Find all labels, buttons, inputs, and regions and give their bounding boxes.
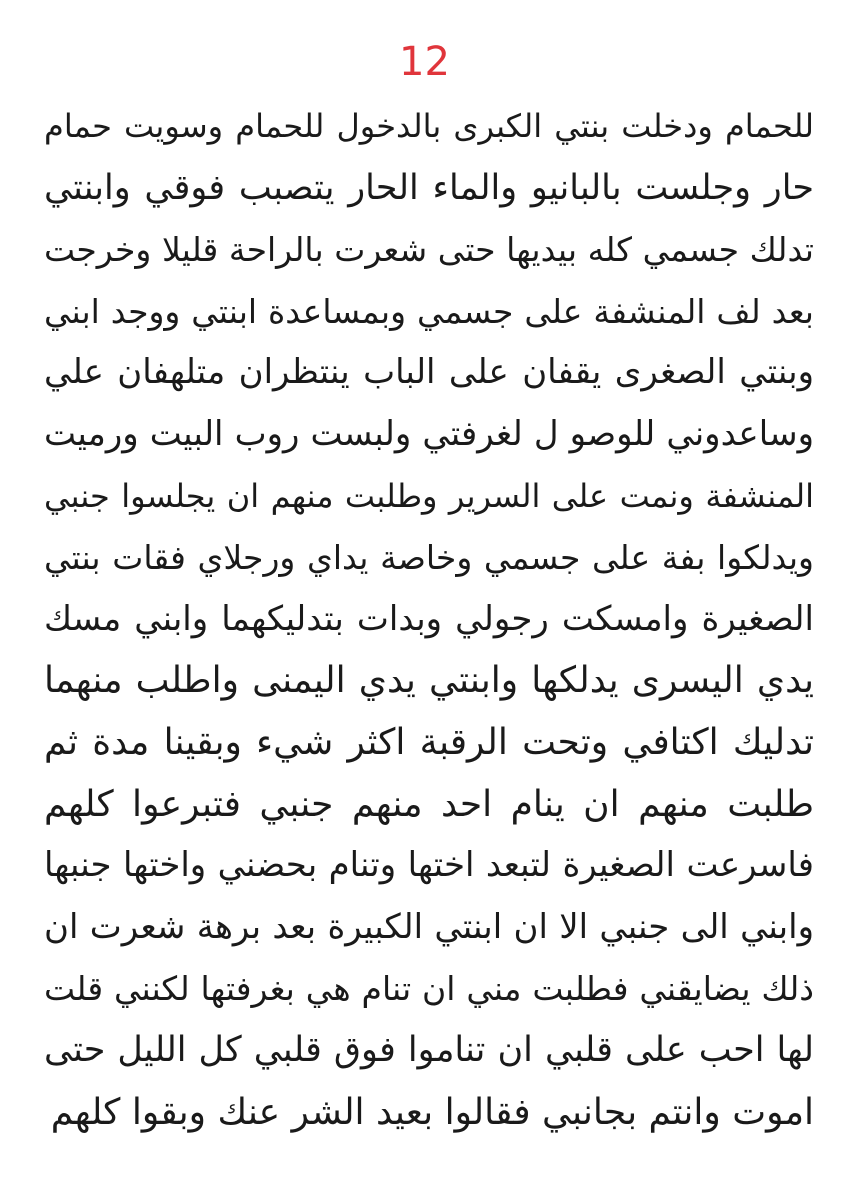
text-line-16: لها احب على قلبي ان تناموا فوق قلبي كل الليل حتى	[44, 1029, 814, 1070]
text-line-12: طلبت منهم ان ينام احد منهم جنبي فتبرعوا كلهم	[44, 783, 814, 825]
text-line-9: الصغيرة وامسكت رجولي وبدات بتدليكهما وابني مسك	[44, 598, 814, 639]
page-number: 12	[399, 39, 450, 85]
text-line-14: وابني الى جنبي الا ان ابنتي الكبيرة بعد برهة شعرت ان	[44, 906, 814, 947]
text-line-7: المنشفة ونمت على السرير وطلبت منهم ان يجلسوا جنبي	[44, 476, 814, 515]
text-line-15: ذلك يضايقني فطلبت مني ان تنام هي بغرفتها لكنني قلت	[44, 969, 814, 1009]
text-line-13: فاسرعت الصغيرة لتبعد اختها وتنام بحضني واختها جنبها	[44, 845, 814, 886]
text-line-6: وساعدوني للوصو ل لغرفتي ولبست روب البيت ورميت	[44, 413, 814, 454]
text-line-5: وبنتي الصغرى يقفان على الباب ينتظران متلهفان علي	[44, 352, 814, 393]
text-line-4: بعد لف المنشفة على جسمي وبمساعدة ابنتي ووجد ابني	[44, 291, 814, 331]
text-line-17: اموت وانتم بجانبي فقالوا بعيد الشر عنك وبقوا كلهم	[50, 1091, 814, 1133]
text-line-1: للحمام ودخلت بنتي الكبرى بالدخول للحمام وسويت حمام	[44, 107, 814, 145]
text-line-2: حار وجلست بالبانيو والماء الحار يتصبب فوقي وابنتي	[44, 167, 814, 208]
text-line-3: تدلك جسمي كله بيديها حتى شعرت بالراحة قليلا وخرجت	[44, 230, 814, 270]
body-text	[44, 96, 814, 1143]
text-line-11: تدليك اكتافي وتحت الرقبة اكثر شيء وبقينا مدة ثم	[44, 721, 814, 763]
text-line-8: ويدلكوا بفة على جسمي وخاصة يداي ورجلاي فقات بنتي	[44, 538, 814, 578]
text-line-10: يدي اليسرى يدلكها وابنتي يدي اليمنى واطلب منهما	[44, 660, 814, 702]
